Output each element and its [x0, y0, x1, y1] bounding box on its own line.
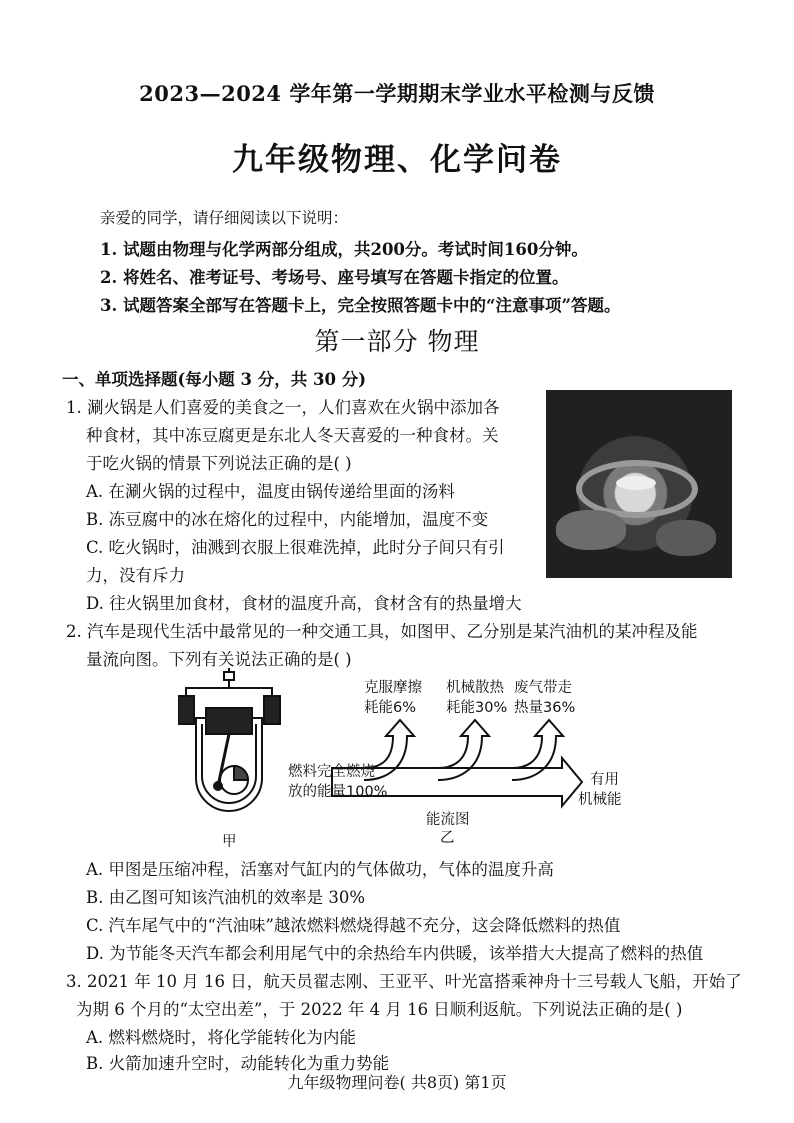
q1-stem-line: 种食材，其中冻豆腐更是东北人冬天喜爱的一种食材。关 — [86, 426, 499, 445]
q1-option-a: A. 在涮火锅的过程中，温度由锅传递给里面的汤料 — [86, 482, 455, 501]
exam-subtitle: 2023—2024 学年第一学期期末学业水平检测与反馈 — [139, 81, 655, 106]
q2-stem-line: 2. 汽车是现代生活中最常见的一种交通工具，如图甲、乙分别是某汽油机的某冲程及能 — [66, 622, 698, 641]
flow-loss3-line2: 热量36% — [514, 700, 576, 716]
q3-option-b: B. 火箭加速升空时，动能转化为重力势能 — [86, 1054, 390, 1073]
flow-input-line1: 燃料完全燃烧 — [288, 764, 375, 780]
flow-output-line2: 机械能 — [578, 792, 622, 808]
part-heading: 一、单项选择题(每小题 3 分，共 30 分) — [62, 370, 367, 389]
flow-output-line1: 有用 — [590, 772, 619, 788]
q2-diagram — [178, 668, 622, 858]
instruction-item: 3. 试题答案全部写在答题卡上，完全按照答题卡中的“注意事项”答题。 — [100, 296, 621, 315]
q1-option-d: D. 往火锅里加食材，食材的温度升高，食材含有的热量增大 — [86, 594, 522, 613]
q2-stem-line: 量流向图。下列有关说法正确的是( ) — [86, 650, 352, 669]
flow-loss1-line2: 耗能6% — [364, 700, 417, 716]
q3-stem-line: 为期 6 个月的“太空出差”，于 2022 年 4 月 16 日顺利返航。下列说法正确的是( ) — [76, 1000, 683, 1019]
figure-label-a: 甲 — [222, 834, 237, 850]
q2-option-c: C. 汽车尾气中的“汽油味”越浓燃料燃烧得越不充分，这会降低燃料的热值 — [86, 916, 621, 935]
q3-stem-line: 3. 2021 年 10 月 16 日，航天员翟志刚、王亚平、叶光富搭乘神舟十三号载人飞船，开始了 — [66, 972, 742, 991]
flow-title: 能流图 — [426, 812, 470, 828]
q1-stem-line: 于吃火锅的情景下列说法正确的是( ) — [86, 454, 352, 473]
exam-title: 九年级物理、化学问卷 — [232, 142, 562, 178]
q3-option-a: A. 燃料燃烧时，将化学能转化为内能 — [86, 1028, 356, 1047]
flow-loss1-line1: 克服摩擦 — [364, 680, 422, 696]
engine-cylinder-icon — [178, 668, 280, 811]
q1-option-c: C. 吃火锅时，油溅到衣服上很难洗掉，此时分子间只有引 — [86, 538, 505, 557]
instructions-intro: 亲爱的同学，请仔细阅读以下说明： — [100, 209, 349, 227]
q1-option-b: B. 冻豆腐中的冰在熔化的过程中，内能增加，温度不变 — [86, 510, 489, 529]
q2-option-d: D. 为节能冬天汽车都会利用尾气中的余热给车内供暖，该举措大大提高了燃料的热值 — [86, 944, 704, 963]
instruction-item: 1. 试题由物理与化学两部分组成，共200分。考试时间160分钟。 — [100, 240, 588, 259]
q2-option-b: B. 由乙图可知该汽油机的效率是 30% — [86, 888, 366, 907]
figure-label-b: 乙 — [440, 830, 455, 846]
flow-loss3-line1: 废气带走 — [514, 680, 572, 696]
flow-input-line2: 放的能量100% — [288, 784, 388, 800]
q1-option-c-cont: 力，没有斥力 — [86, 566, 185, 585]
section-title: 第一部分 物理 — [314, 327, 480, 356]
flow-loss2-line2: 耗能30% — [446, 700, 508, 716]
page-footer: 九年级物理问卷( 共8页) 第1页 — [287, 1073, 507, 1092]
hotpot-photo — [546, 390, 732, 578]
instruction-item: 2. 将姓名、准考证号、考场号、座号填写在答题卡指定的位置。 — [100, 268, 569, 287]
q2-option-a: A. 甲图是压缩冲程，活塞对气缸内的气体做功，气体的温度升高 — [86, 860, 554, 879]
flow-loss2-line1: 机械散热 — [446, 680, 504, 696]
q1-stem-line: 1. 涮火锅是人们喜爱的美食之一，人们喜欢在火锅中添加各 — [66, 398, 500, 417]
